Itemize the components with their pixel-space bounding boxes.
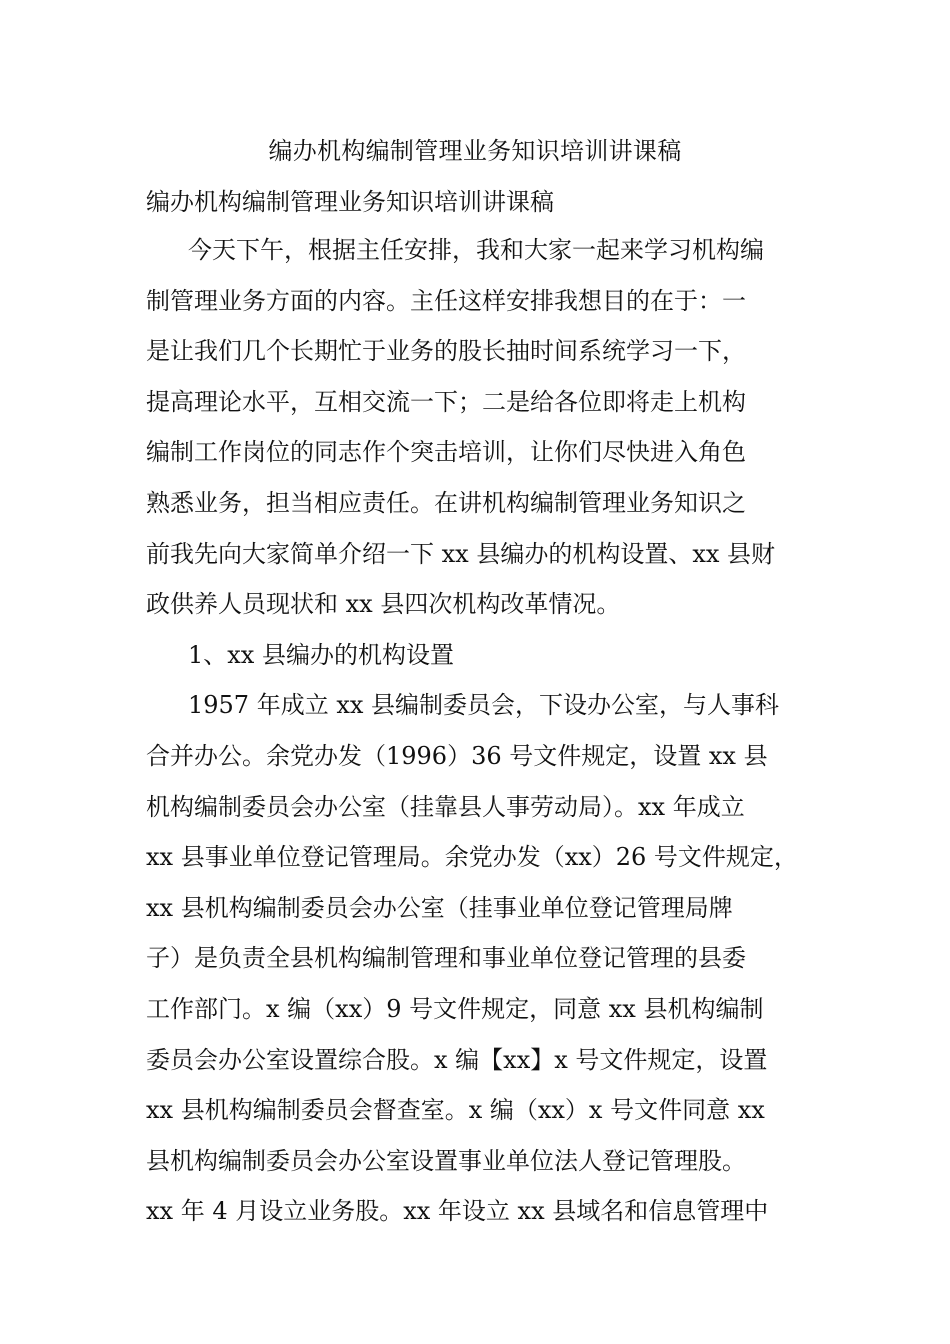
paragraph-line: 政供养人员现状和 xx 县四次机构改革情况。 bbox=[146, 590, 621, 619]
paragraph-line: 编制工作岗位的同志作个突击培训，让你们尽快进入角色 bbox=[146, 438, 746, 467]
paragraph-line: 委员会办公室设置综合股。x 编【xx】x 号文件规定，设置 bbox=[146, 1045, 768, 1074]
paragraph-line: 1957 年成立 xx 县编制委员会，下设办公室，与人事科 bbox=[188, 691, 780, 720]
section-heading: 1、xx 县编办的机构设置 bbox=[188, 640, 454, 669]
page-title: 编办机构编制管理业务知识培训讲课稿 bbox=[268, 137, 682, 165]
paragraph-line: xx 县机构编制委员会办公室（挂事业单位登记管理局牌 bbox=[146, 893, 733, 922]
paragraph-line: xx 年 4 月设立业务股。xx 年设立 xx 县域名和信息管理中 bbox=[146, 1197, 769, 1226]
paragraph-line: xx 县机构编制委员会督查室。x 编（xx）x 号文件同意 xx bbox=[146, 1096, 765, 1125]
paragraph-line: 前我先向大家简单介绍一下 xx 县编办的机构设置、xx 县财 bbox=[146, 539, 776, 568]
paragraph-line: 县机构编制委员会办公室设置事业单位法人登记管理股。 bbox=[146, 1146, 746, 1175]
paragraph-line: 子）是负责全县机构编制管理和事业单位登记管理的县委 bbox=[146, 944, 746, 973]
document-body bbox=[146, 232, 811, 1244]
paragraph-line: 机构编制委员会办公室（挂靠县人事劳动局）。xx 年成立 bbox=[146, 792, 745, 821]
paragraph-line: 提高理论水平，互相交流一下；二是给各位即将走上机构 bbox=[146, 387, 746, 416]
document-subtitle: 编办机构编制管理业务知识培训讲课稿 bbox=[146, 188, 554, 216]
paragraph-line: xx 县事业单位登记管理局。余党办发（xx）26 号文件规定， bbox=[146, 843, 798, 872]
paragraph-line: 制管理业务方面的内容。主任这样安排我想目的在于：一 bbox=[146, 286, 746, 315]
paragraph-line: 是让我们几个长期忙于业务的股长抽时间系统学习一下， bbox=[146, 337, 746, 366]
paragraph-line: 熟悉业务，担当相应责任。在讲机构编制管理业务知识之 bbox=[146, 488, 746, 517]
paragraph-line: 合并办公。余党办发（1996）36 号文件规定，设置 xx 县 bbox=[146, 741, 768, 770]
paragraph-line: 工作部门。x 编（xx）9 号文件规定，同意 xx 县机构编制 bbox=[146, 994, 764, 1023]
paragraph-line: 今天下午，根据主任安排，我和大家一起来学习机构编 bbox=[188, 236, 764, 264]
